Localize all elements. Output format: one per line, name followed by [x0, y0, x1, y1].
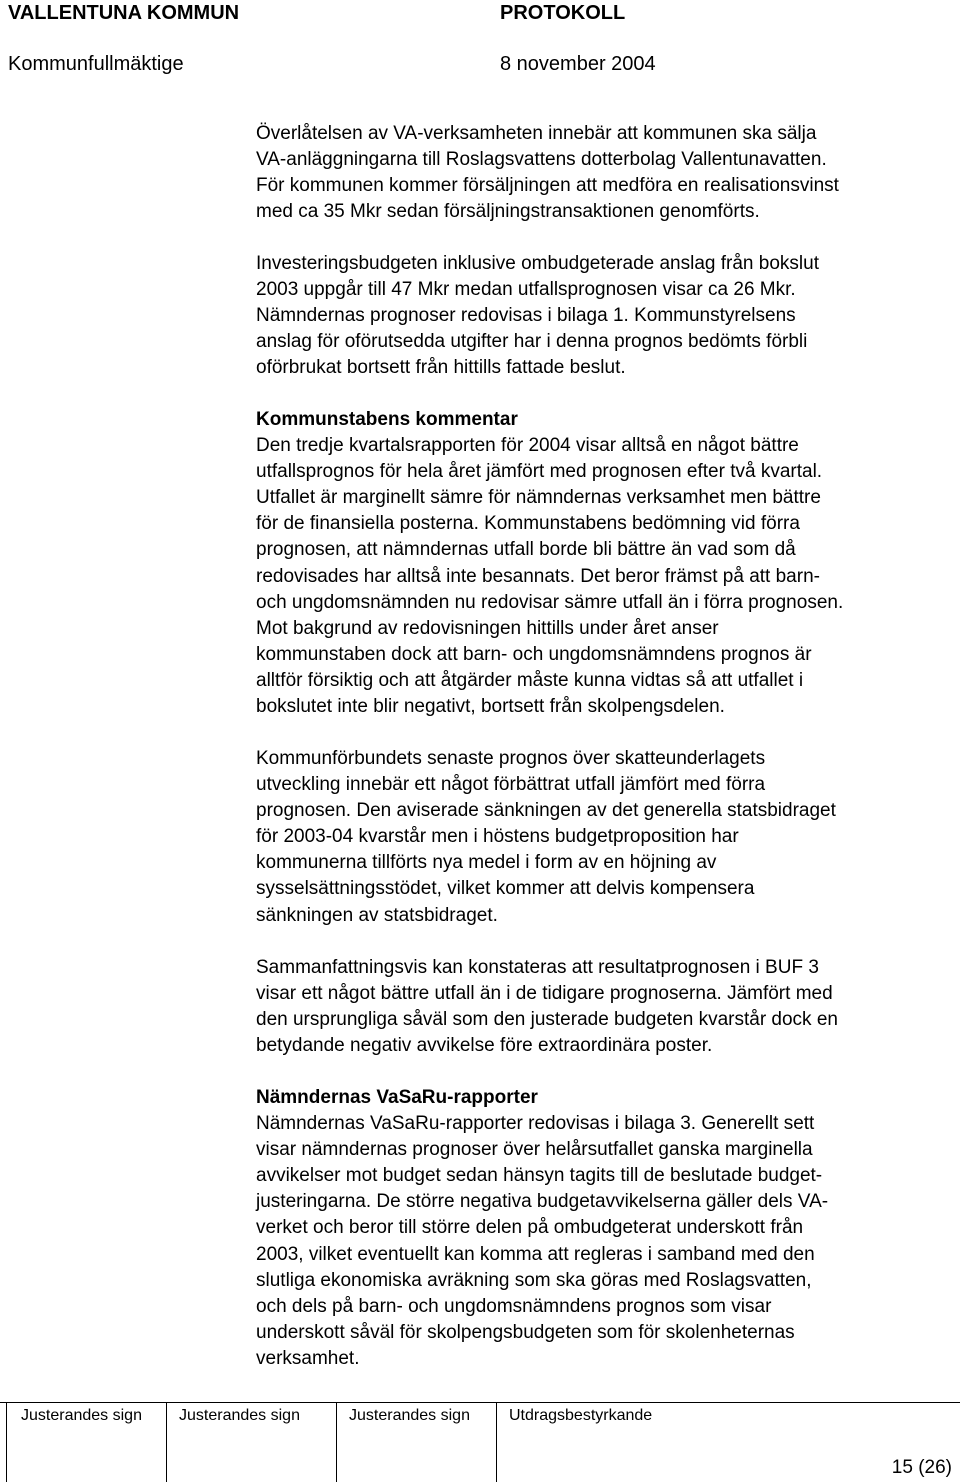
- body-name: Kommunfullmäktige: [8, 53, 184, 75]
- text-line: Sammanfattningsvis kan konstateras att resultatprognosen i BUF 3: [256, 957, 819, 978]
- paragraph-tax-base-forecast: [256, 746, 956, 929]
- text-line: Nämndernas prognoser redovisas i bilaga 1. Kommunstyrelsens: [256, 305, 796, 327]
- text-line: utfallsprognos för hela året jämfört med prognosen efter två kvartal.: [256, 461, 823, 483]
- text-line: prognosen. Den aviserade sänkningen av det generella statsbidraget: [256, 800, 836, 822]
- signature-box-1: [6, 1402, 172, 1482]
- paragraph-investment-budget: [256, 251, 956, 381]
- text-line: Kommunförbundets senaste prognos över skatteunderlagets: [256, 748, 766, 769]
- text-line: slutliga ekonomiska avräkning som ska göras med Roslagsvatten,: [256, 1269, 812, 1291]
- signature-box-2: [166, 1402, 336, 1482]
- signature-label: Justerandes sign: [179, 1407, 300, 1424]
- text-line: Utfallet är marginellt sämre för nämndernas verksamhet men bättre: [256, 487, 821, 509]
- section-heading: Kommunstabens kommentar: [256, 409, 518, 430]
- text-line: För kommunen kommer försäljningen att medföra en realisationsvinst: [256, 175, 839, 197]
- text-line: verket och beror till större delen på ombudgeterat underskott från: [256, 1217, 804, 1239]
- text-line: med ca 35 Mkr sedan försäljningstransaktionen genomförts.: [256, 201, 760, 223]
- signature-label: Justerandes sign: [349, 1407, 470, 1424]
- text-line: justeringarna. De större negativa budgetavvikelserna gäller dels VA-: [256, 1191, 829, 1213]
- text-line: den ursprungliga såväl som den justerade budgeten kvarstår dock en: [256, 1009, 838, 1031]
- text-line: för 2003-04 kvarstår men i höstens budgetproposition har: [256, 826, 739, 848]
- text-line: alltför försiktig och att åtgärder måste kunna vidtas så att utfallet i: [256, 669, 804, 691]
- paragraph-vasaru-reports: [256, 1085, 956, 1372]
- text-line: Överlåtelsen av VA-verksamheten innebär att kommunen ska sälja: [256, 123, 817, 144]
- meeting-date: 8 november 2004: [500, 53, 656, 75]
- paragraph-summary: [256, 955, 956, 1059]
- section-heading: Nämndernas VaSaRu-rapporter: [256, 1087, 538, 1108]
- text-line: bokslutet inte blir negativt, bortsett från skolpengsdelen.: [256, 696, 725, 718]
- text-line: 2003 uppgår till 47 Mkr medan utfallsprognosen visar ca 26 Mkr.: [256, 279, 796, 301]
- text-line: sysselsättningsstödet, vilket kommer att delvis kompensera: [256, 878, 755, 900]
- text-line: avvikelser mot budget sedan hänsyn tagits till de beslutade budget-: [256, 1165, 823, 1187]
- text-line: kommunerna tillförts nya medel i form av en höjning av: [256, 852, 717, 874]
- document-type: PROTOKOLL: [500, 2, 626, 24]
- signature-footer: [0, 1402, 960, 1482]
- text-line: och ungdomsnämnden nu redovisar sämre utfall än i förra prognosen.: [256, 591, 844, 613]
- text-line: för de finansiella posterna. Kommunstabens bedömning vid förra: [256, 513, 800, 535]
- text-line: kommunstaben dock att barn- och ungdomsnämndens prognos är: [256, 643, 812, 665]
- signature-label: Justerandes sign: [21, 1407, 142, 1424]
- text-line: redovisades har alltså inte besannats. Det beror främst på att barn-: [256, 565, 820, 587]
- text-line: sänkningen av statsbidraget.: [256, 904, 498, 926]
- text-line: Investeringsbudgeten inklusive ombudgeterade anslag från bokslut: [256, 253, 819, 274]
- text-line: 2003, vilket eventuellt kan komma att regleras i samband med den: [256, 1243, 815, 1265]
- text-line: betydande negativ avvikelse före extraordinära poster.: [256, 1035, 713, 1057]
- text-line: VA-anläggningarna till Roslagsvattens dotterbolag Vallentunavatten.: [256, 149, 827, 171]
- signature-box-3: [336, 1402, 506, 1482]
- text-line: utveckling innebär ett något förbättrat utfall jämfört med förra: [256, 774, 766, 796]
- organization-name: VALLENTUNA KOMMUN: [8, 2, 240, 24]
- text-line: Mot bakgrund av redovisningen hittills under året anser: [256, 617, 719, 639]
- text-line: oförbrukat bortsett från hittills fattade beslut.: [256, 357, 626, 379]
- text-line: visar nämndernas prognoser över helårsutfallet ganska marginella: [256, 1139, 813, 1161]
- extract-label: Utdragsbestyrkande: [509, 1407, 653, 1424]
- text-line: prognosen, att nämndernas utfall borde bli bättre än vad som då: [256, 539, 796, 561]
- page-number: 15 (26): [891, 1457, 952, 1478]
- text-line: visar ett något bättre utfall än i de tidigare prognoserna. Jämfört med: [256, 983, 833, 1005]
- extract-certification-box: [496, 1402, 960, 1482]
- text-line: Den tredje kvartalsrapporten för 2004 visar alltså en något bättre: [256, 435, 799, 457]
- paragraph-staff-comment: [256, 407, 956, 720]
- text-line: och dels på barn- och ungdomsnämndens prognos som visar: [256, 1295, 772, 1317]
- text-line: verksamhet.: [256, 1347, 360, 1369]
- text-line: underskott såväl för skolpengsbudgeten som för skolenheternas: [256, 1321, 795, 1343]
- text-line: anslag för oförutsedda utgifter har i denna prognos bedömts förbli: [256, 331, 808, 353]
- text-line: Nämndernas VaSaRu-rapporter redovisas i bilaga 3. Generellt sett: [256, 1113, 815, 1135]
- paragraph-va-transfer: [256, 121, 956, 225]
